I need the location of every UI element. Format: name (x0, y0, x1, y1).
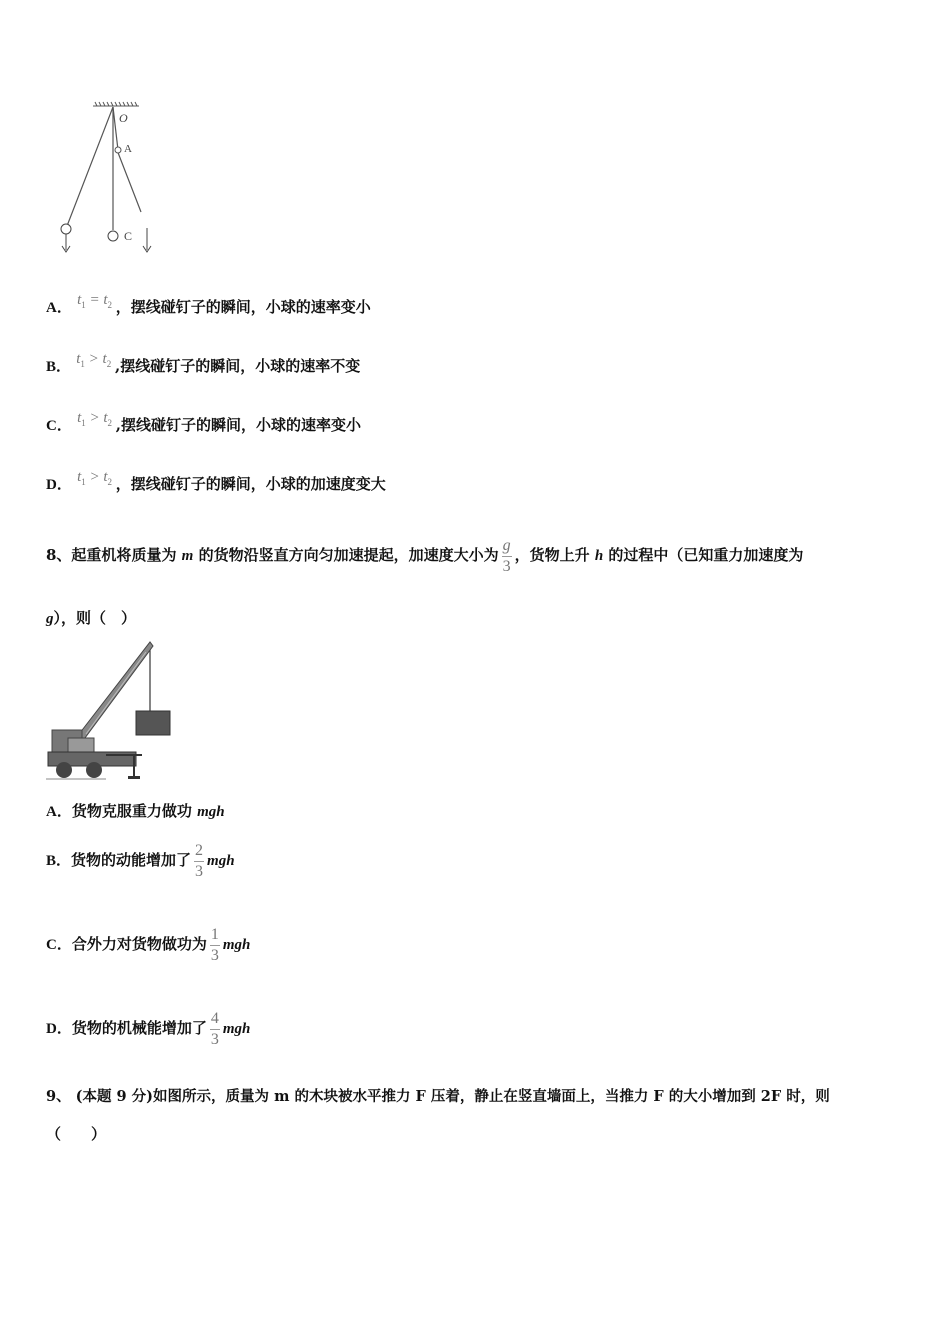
t-relation: $t_1 = t_2$ (77, 292, 113, 310)
q8-stem-line2: g），则（ ） (46, 609, 137, 627)
string-left (67, 107, 113, 226)
label-a: A (124, 143, 132, 155)
pendulum-figure (55, 100, 165, 260)
t-relation: $t_1 > t_2$ (76, 351, 112, 369)
q8-option-a[interactable]: A．货物克服重力做功 mgh (46, 802, 225, 820)
crane-wheel (56, 762, 72, 778)
q7-option-b[interactable]: B． $t_1 > t_2$ ,摆线碰钉子的瞬间，小球的速率不变 (46, 351, 361, 375)
string-right (117, 150, 141, 212)
ball-left (61, 224, 71, 234)
q7-option-a[interactable]: A． $t_1 = t_2$ ，摆线碰钉子的瞬间，小球的速率变小 (46, 292, 371, 316)
nail-a (115, 147, 121, 153)
crane-wheel (86, 762, 102, 778)
fraction: $\frac{2}{3}$ (195, 841, 204, 880)
q9-stem-line2: （ ） (46, 1125, 107, 1143)
q9-stem: 9、 (本题 9 分)如图所示，质量为 m 的木块被水平推力 F 压着，静止在竖直墙面上，当推力 F 的大小增加到 2F 时，则 (46, 1088, 830, 1105)
q8-stem: 8、起重机将质量为 m 的货物沿竖直方向匀加速提起，加速度大小为 $\frac{g}{3}$ ，货物上升 h 的过程中（已知重力加速度为 (46, 536, 804, 575)
label-c: C (124, 229, 133, 243)
crane-figure (46, 638, 176, 783)
q8-option-c[interactable]: C．合外力对货物做功为 $\frac{1}{3}$ mgh (46, 925, 251, 964)
q7-option-c[interactable]: C． $t_1 > t_2$ ,摆线碰钉子的瞬间，小球的速率变小 (46, 410, 362, 434)
t-relation: $t_1 > t_2$ (77, 469, 113, 487)
q7-option-d[interactable]: D． $t_1 > t_2$ ，摆线碰钉子的瞬间，小球的加速度变大 (46, 469, 386, 493)
ball-c (108, 231, 118, 241)
q8-option-b[interactable]: B．货物的动能增加了 $\frac{2}{3}$ mgh (46, 841, 235, 880)
t-relation: $t_1 > t_2$ (77, 410, 113, 428)
fraction: $\frac{4}{3}$ (210, 1009, 219, 1048)
fraction: $\frac{1}{3}$ (210, 925, 219, 964)
cargo-box (136, 711, 170, 735)
label-o: O (119, 111, 128, 125)
accel-fraction: $\frac{g}{3}$ (502, 536, 511, 575)
ceiling-hatch (93, 102, 139, 106)
q8-option-d[interactable]: D．货物的机械能增加了 $\frac{4}{3}$ mgh (46, 1009, 251, 1048)
